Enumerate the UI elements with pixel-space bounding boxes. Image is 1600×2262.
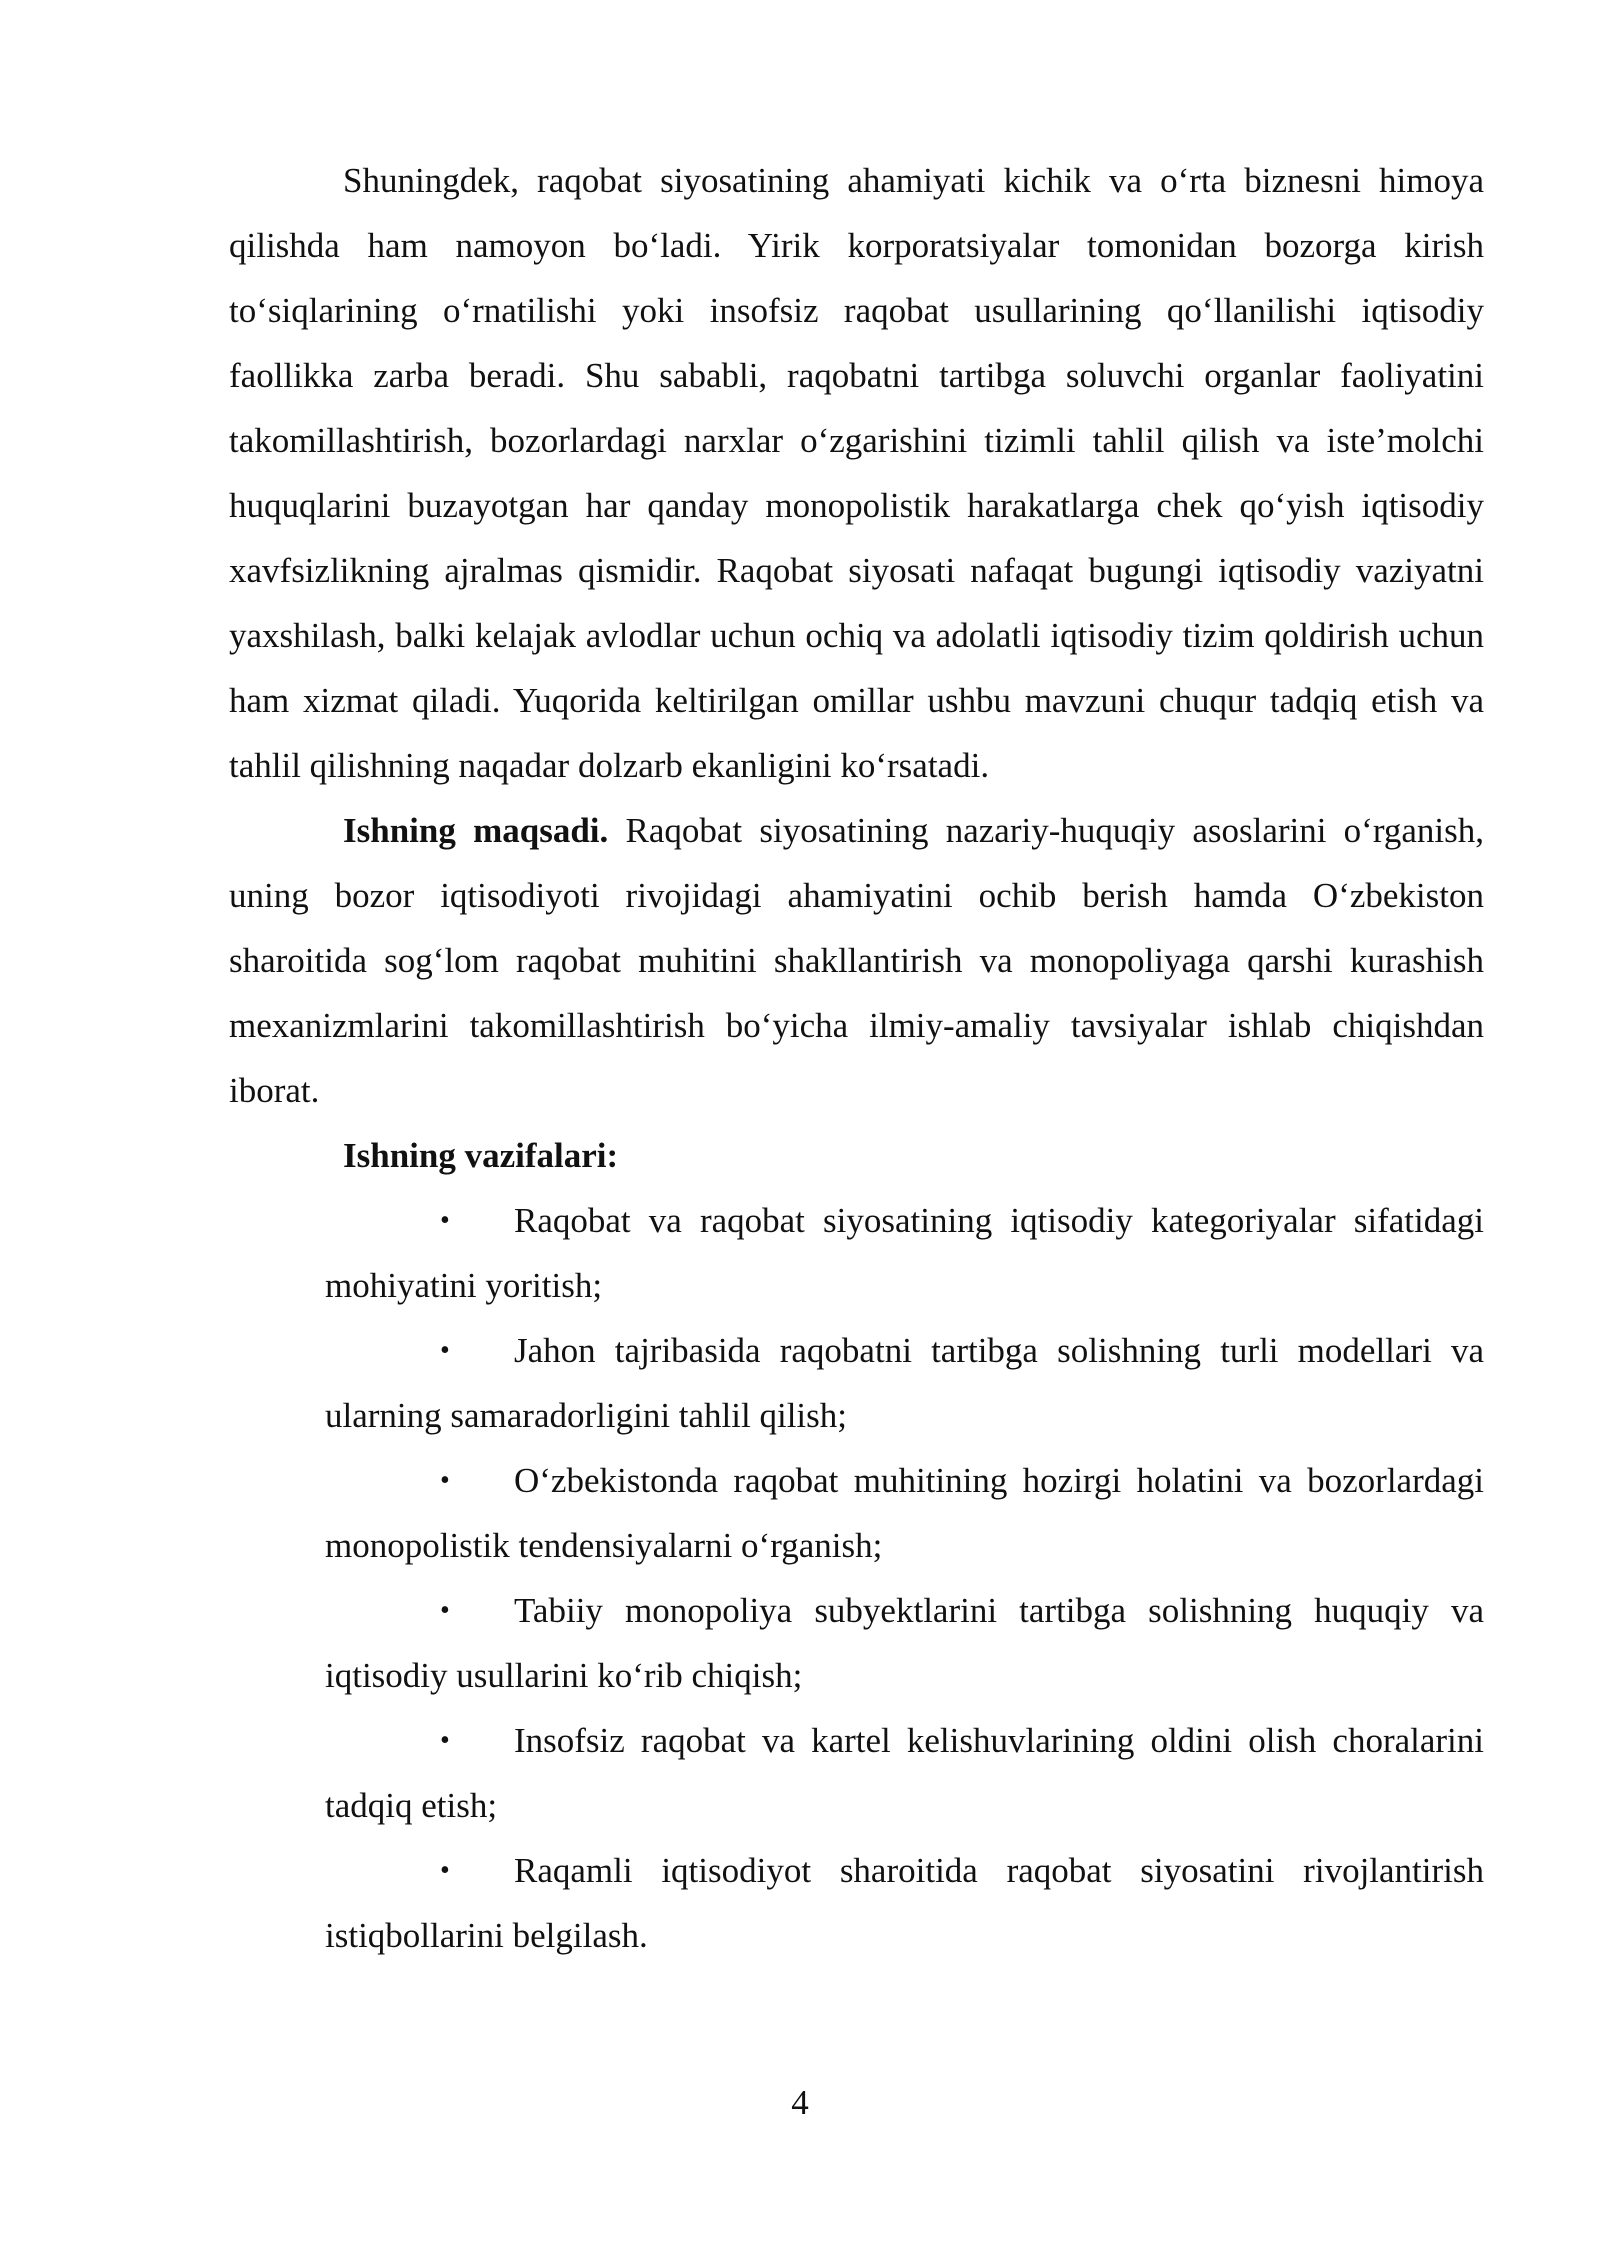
task-text: Tabiiy monopoliya subyektlarini tartibga solishning huquqiy va iqtisodiy usullarini ko‘rib chiqish; (325, 1591, 1484, 1695)
task-text: Raqobat va raqobat siyosatining iqtisodiy kategoriyalar sifatidagi mohiyatini yoritish; (325, 1201, 1484, 1305)
tasks-heading: Ishning vazifalari: (343, 1136, 619, 1175)
list-item (325, 1448, 1484, 1578)
list-item (325, 1318, 1484, 1448)
bullet-icon: • (440, 1205, 450, 1236)
goal-heading: Ishning maqsadi. (343, 811, 609, 850)
page-number: 4 (791, 2083, 809, 2122)
goal-paragraph (229, 798, 1484, 1123)
goal-text: Raqobat siyosatining nazariy-huquqiy asoslarini o‘rganish, uning bozor iqtisodiyoti rivojidagi ahamiyatini ochib berish hamda O‘zbekiston sharoitida sog‘lom raqobat muhitini shakllantirish va monopoliyaga qarshi kurashish mexanizmlarini takomillashtirish bo‘yicha ilmiy-amaliy tavsiyalar ishlab chiqishdan iborat. (229, 811, 1484, 1110)
page-body (229, 148, 1484, 1968)
tasks-list (229, 1188, 1484, 1968)
bullet-icon: • (440, 1725, 450, 1756)
task-text: Insofsiz raqobat va kartel kelishuvlarining oldini olish choralarini tadqiq etish; (325, 1721, 1484, 1825)
task-text: Raqamli iqtisodiyot sharoitida raqobat siyosatini rivojlantirish istiqbollarini belgilash. (325, 1851, 1484, 1955)
bullet-icon: • (440, 1855, 450, 1886)
task-text: Jahon tajribasida raqobatni tartibga solishning turli modellari va ularning samaradorligini tahlil qilish; (325, 1331, 1484, 1435)
list-item (325, 1188, 1484, 1318)
task-text: O‘zbekistonda raqobat muhitining hozirgi holatini va bozorlardagi monopolistik tendensiyalarni o‘rganish; (325, 1461, 1484, 1565)
bullet-icon: • (440, 1465, 450, 1496)
list-item (325, 1838, 1484, 1968)
bullet-icon: • (440, 1335, 450, 1366)
paragraph-competition-policy: Shuningdek, raqobat siyosatining ahamiyati kichik va o‘rta biznesni himoya qilishda ham namoyon bo‘ladi. Yirik korporatsiyalar tomonidan bozorga kirish to‘siqlarining o‘rnatilishi yoki insofsiz raqobat usullarining qo‘llanilishi iqtisodiy faollikka zarba beradi. Shu sababli, raqobatni tartibga soluvchi organlar faoliyatini takomillashtirish, bozorlardagi narxlar o‘zgarishini tizimli tahlil qilish va iste’molchi huquqlarini buzayotgan har qanday monopolistik harakatlarga chek qo‘yish iqtisodiy xavfsizlikning ajralmas qismidir. Raqobat siyosati nafaqat bugungi iqtisodiy vaziyatni yaxshilash, balki kelajak avlodlar uchun ochiq va adolatli iqtisodiy tizim qoldirish uchun ham xizmat qiladi. Yuqorida keltirilgan omillar ushbu mavzuni chuqur tadqiq etish va tahlil qilishning naqadar dolzarb ekanligini ko‘rsatadi. (229, 161, 1484, 785)
bullet-icon: • (440, 1595, 450, 1626)
list-item (325, 1578, 1484, 1708)
list-item (325, 1708, 1484, 1838)
